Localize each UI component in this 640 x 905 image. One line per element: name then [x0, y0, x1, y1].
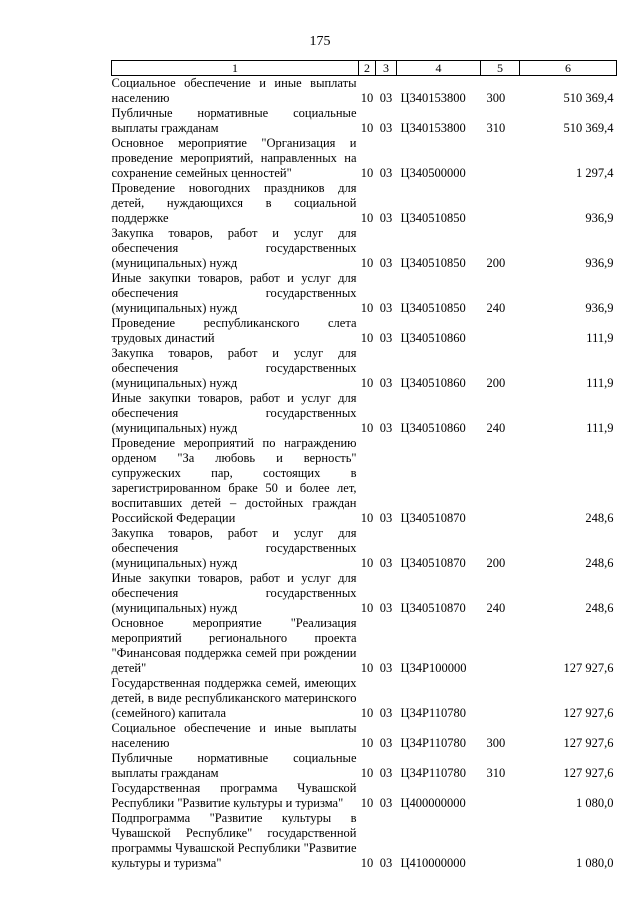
row-expense-type: 300 — [486, 91, 506, 105]
row-subsection: 03 — [379, 736, 393, 750]
row-section: 10 — [360, 331, 374, 345]
row-target-code: Ц410000000 — [400, 856, 466, 870]
row-target-code: Ц340510850 — [400, 211, 466, 225]
row-name: Подпрограмма "Развитие культуры в Чувашской Республике" государственной программы Чувашской Республики "Развитие культуры и туризма" — [111, 811, 357, 870]
row-amount: 127 927,6 — [563, 736, 614, 750]
table-row — [112, 751, 617, 781]
row-name: Основное мероприятие "Реализация мероприятий регионального проекта "Финансовая поддержка семей при рождении детей" — [111, 616, 357, 675]
row-target-code: Ц340510860 — [400, 376, 466, 390]
row-name: Социальное обеспечение и иные выплаты населению — [111, 76, 357, 105]
row-section: 10 — [360, 421, 374, 435]
row-section: 10 — [360, 796, 374, 810]
row-subsection: 03 — [379, 511, 393, 525]
row-target-code: Ц400000000 — [400, 796, 466, 810]
table-row — [112, 721, 617, 751]
row-amount: 248,6 — [585, 511, 614, 525]
row-name: Иные закупки товаров, работ и услуг для обеспечения государственных (муниципальных) нужд — [111, 571, 357, 615]
table-row — [112, 391, 617, 436]
row-subsection: 03 — [379, 556, 393, 570]
row-expense-type: 200 — [486, 256, 506, 270]
table-row — [112, 781, 617, 811]
row-subsection: 03 — [379, 301, 393, 315]
row-name: Проведение новогодних праздников для детей, нуждающихся в социальной поддержке — [111, 181, 357, 225]
table-row — [112, 106, 617, 136]
row-target-code: Ц340510870 — [400, 556, 466, 570]
table-row — [112, 181, 617, 226]
row-subsection: 03 — [379, 121, 393, 135]
row-amount: 936,9 — [585, 301, 614, 315]
row-target-code: Ц34P100000 — [400, 661, 467, 675]
row-section: 10 — [360, 511, 374, 525]
row-expense-type — [481, 616, 520, 676]
row-target-code: Ц340500000 — [400, 166, 466, 180]
column-header-expense-type: 5 — [481, 61, 520, 76]
row-name: Основное мероприятие "Организация и проведение мероприятий, направленных на сохранение семейных ценностей" — [111, 136, 357, 180]
row-subsection: 03 — [379, 331, 393, 345]
row-subsection: 03 — [379, 256, 393, 270]
row-subsection: 03 — [379, 856, 393, 870]
row-expense-type: 310 — [486, 121, 506, 135]
row-subsection: 03 — [379, 766, 393, 780]
table-row — [112, 811, 617, 871]
row-section: 10 — [360, 91, 374, 105]
row-subsection: 03 — [379, 706, 393, 720]
table-row — [112, 526, 617, 571]
row-expense-type: 310 — [486, 766, 506, 780]
row-section: 10 — [360, 301, 374, 315]
row-expense-type — [481, 316, 520, 346]
table-row — [112, 571, 617, 616]
row-section: 10 — [360, 736, 374, 750]
row-amount: 510 369,4 — [563, 121, 614, 135]
page-number: 175 — [309, 34, 331, 49]
row-amount: 936,9 — [585, 256, 614, 270]
row-subsection: 03 — [379, 796, 393, 810]
row-section: 10 — [360, 661, 374, 675]
column-header-target-code: 4 — [397, 61, 481, 76]
row-subsection: 03 — [379, 421, 393, 435]
row-expense-type: 240 — [486, 601, 506, 615]
row-amount: 111,9 — [586, 376, 614, 390]
row-subsection: 03 — [379, 601, 393, 615]
row-amount: 248,6 — [585, 601, 614, 615]
column-header-amount: 6 — [520, 61, 617, 76]
row-expense-type: 300 — [486, 736, 506, 750]
row-expense-type — [481, 676, 520, 721]
row-subsection: 03 — [379, 91, 393, 105]
row-expense-type — [481, 436, 520, 526]
table-row — [112, 271, 617, 316]
row-target-code: Ц340510860 — [400, 331, 466, 345]
row-section: 10 — [360, 256, 374, 270]
row-amount: 248,6 — [585, 556, 614, 570]
table-row — [112, 616, 617, 676]
row-target-code: Ц34P110780 — [400, 706, 467, 720]
row-name: Закупка товаров, работ и услуг для обеспечения государственных (муниципальных) нужд — [111, 346, 357, 390]
column-header-name: 1 — [112, 61, 359, 76]
row-amount: 1 080,0 — [576, 796, 614, 810]
row-name: Проведение республиканского слета трудовых династий — [111, 316, 357, 345]
row-amount: 936,9 — [585, 211, 614, 225]
row-section: 10 — [360, 601, 374, 615]
row-target-code: Ц340510870 — [400, 601, 466, 615]
row-name: Иные закупки товаров, работ и услуг для обеспечения государственных (муниципальных) нужд — [111, 391, 357, 435]
table-body — [112, 76, 617, 872]
table-row — [112, 76, 617, 107]
row-amount: 127 927,6 — [563, 706, 614, 720]
row-name: Государственная поддержка семей, имеющих детей, в виде республиканского материнского (семейного) капитала — [111, 676, 357, 720]
row-name: Проведение мероприятий по награждению орденом "За любовь и верность" супружеских пар, состоящих в зарегистрированном браке 50 и более лет, воспитавших детей – достойных граждан Российской Федерации — [111, 436, 357, 525]
row-subsection: 03 — [379, 166, 393, 180]
row-expense-type — [481, 181, 520, 226]
row-target-code: Ц340510860 — [400, 421, 466, 435]
table-row — [112, 316, 617, 346]
row-amount: 127 927,6 — [563, 766, 614, 780]
row-name: Публичные нормативные социальные выплаты гражданам — [111, 106, 357, 135]
row-target-code: Ц340510870 — [400, 511, 466, 525]
row-section: 10 — [360, 766, 374, 780]
row-target-code: Ц340510850 — [400, 301, 466, 315]
row-amount: 1 297,4 — [576, 166, 614, 180]
column-header-subsection: 3 — [376, 61, 397, 76]
budget-table — [111, 60, 617, 871]
row-expense-type — [481, 781, 520, 811]
table-row — [112, 676, 617, 721]
row-name: Государственная программа Чувашской Республики "Развитие культуры и туризма" — [111, 781, 357, 810]
row-expense-type: 240 — [486, 301, 506, 315]
row-amount: 111,9 — [586, 331, 614, 345]
row-section: 10 — [360, 556, 374, 570]
row-section: 10 — [360, 706, 374, 720]
row-name: Иные закупки товаров, работ и услуг для обеспечения государственных (муниципальных) нужд — [111, 271, 357, 315]
row-name: Публичные нормативные социальные выплаты гражданам — [111, 751, 357, 780]
row-target-code: Ц340153800 — [400, 121, 466, 135]
row-target-code: Ц34P110780 — [400, 766, 467, 780]
row-section: 10 — [360, 166, 374, 180]
column-header-section: 2 — [359, 61, 376, 76]
row-section: 10 — [360, 376, 374, 390]
table-row — [112, 436, 617, 526]
row-target-code: Ц340510850 — [400, 256, 466, 270]
table-row — [112, 136, 617, 181]
row-name: Закупка товаров, работ и услуг для обеспечения государственных (муниципальных) нужд — [111, 226, 357, 270]
header-row — [112, 61, 617, 76]
row-expense-type: 200 — [486, 376, 506, 390]
row-amount: 111,9 — [586, 421, 614, 435]
row-expense-type: 200 — [486, 556, 506, 570]
row-section: 10 — [360, 856, 374, 870]
row-amount: 1 080,0 — [576, 856, 614, 870]
row-subsection: 03 — [379, 211, 393, 225]
table-row — [112, 346, 617, 391]
row-target-code: Ц34P110780 — [400, 736, 467, 750]
table-row — [112, 226, 617, 271]
row-name: Закупка товаров, работ и услуг для обеспечения государственных (муниципальных) нужд — [111, 526, 357, 570]
row-amount: 127 927,6 — [563, 661, 614, 675]
row-section: 10 — [360, 211, 374, 225]
row-section: 10 — [360, 121, 374, 135]
row-subsection: 03 — [379, 661, 393, 675]
row-expense-type: 240 — [486, 421, 506, 435]
row-target-code: Ц340153800 — [400, 91, 466, 105]
row-expense-type — [481, 811, 520, 871]
row-expense-type — [481, 136, 520, 181]
row-subsection: 03 — [379, 376, 393, 390]
row-name: Социальное обеспечение и иные выплаты населению — [111, 721, 357, 750]
row-amount: 510 369,4 — [563, 91, 614, 105]
